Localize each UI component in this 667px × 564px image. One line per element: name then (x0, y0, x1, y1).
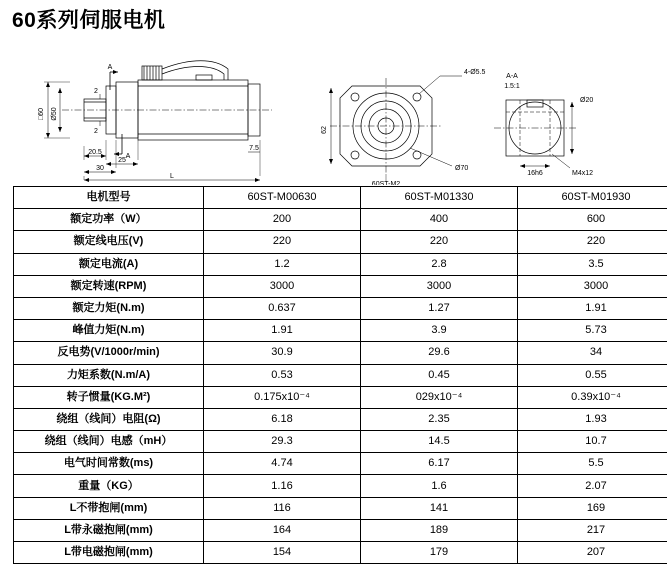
dim-L-label: L (170, 173, 174, 180)
row-value: 1.2 (204, 253, 361, 275)
row-label: L带永磁抱闸(mm) (14, 519, 204, 541)
table-row (14, 497, 667, 519)
row-label: 绕组（线间）电感（mH） (14, 431, 204, 453)
row-value: 0.53 (204, 364, 361, 386)
row-value: 217 (518, 519, 667, 541)
row-label: 额定功率（W） (14, 209, 204, 231)
row-value: 3000 (204, 275, 361, 297)
model-60st-m2-label: 60ST-M2 (372, 181, 401, 185)
row-value: 207 (518, 542, 667, 564)
row-value: 60ST-M00630 (204, 187, 361, 209)
row-value: 60ST-M01930 (518, 187, 667, 209)
section-mark-a-top: A (108, 64, 113, 71)
table-row (14, 475, 667, 497)
table-row (14, 453, 667, 475)
dim-205-label: 20.5 (88, 149, 102, 156)
row-value: 3.9 (361, 320, 518, 342)
dim-16h6-label: 16h6 (527, 170, 543, 177)
row-value: 2.07 (518, 475, 667, 497)
section-scale-label: 1.5:1 (504, 83, 520, 90)
row-label: L带电磁抱闸(mm) (14, 542, 204, 564)
table-row (14, 320, 667, 342)
row-label: 额定转速(RPM) (14, 275, 204, 297)
row-value: 2.35 (361, 408, 518, 430)
row-value: 0.637 (204, 297, 361, 319)
dim-2b-label: 2 (94, 128, 98, 135)
dim-4x55-label: 4-Ø5.5 (464, 69, 486, 76)
table-row (14, 275, 667, 297)
row-value: 30.9 (204, 342, 361, 364)
page-title: 60系列伺服电机 (12, 8, 165, 34)
dim-25-label: 25 (118, 157, 126, 164)
row-value: 3.5 (518, 253, 667, 275)
row-value: 0.175x10⁻⁴ (204, 386, 361, 408)
row-value: 1.27 (361, 297, 518, 319)
row-value: 164 (204, 519, 361, 541)
row-value: 0.39x10⁻⁴ (518, 386, 667, 408)
row-label: 额定线电压(V) (14, 231, 204, 253)
table-row (14, 209, 667, 231)
row-label: 绕组（线间）电阻(Ω) (14, 408, 204, 430)
row-value: 1.16 (204, 475, 361, 497)
table-row (14, 408, 667, 430)
row-value: 5.5 (518, 453, 667, 475)
table-row (14, 297, 667, 319)
table-row (14, 253, 667, 275)
spec-table-body (14, 187, 667, 564)
row-value: 1.91 (518, 297, 667, 319)
row-value: 1.6 (361, 475, 518, 497)
row-value: 29.6 (361, 342, 518, 364)
dim-30-label: 30 (96, 165, 104, 172)
row-value: 3000 (518, 275, 667, 297)
row-label: 峰值力矩(N.m) (14, 320, 204, 342)
row-value: 4.74 (204, 453, 361, 475)
row-value: 29.3 (204, 431, 361, 453)
row-label: 电气时间常数(ms) (14, 453, 204, 475)
row-value: 3000 (361, 275, 518, 297)
row-value: 2.8 (361, 253, 518, 275)
row-value: 10.7 (518, 431, 667, 453)
row-value: 029x10⁻⁴ (361, 386, 518, 408)
table-row (14, 364, 667, 386)
row-label: L不带抱闸(mm) (14, 497, 204, 519)
row-value: 600 (518, 209, 667, 231)
table-row (14, 431, 667, 453)
row-value: 1.93 (518, 408, 667, 430)
spec-table-container (13, 186, 654, 564)
row-value: 141 (361, 497, 518, 519)
row-label: 额定电流(A) (14, 253, 204, 275)
row-value: 60ST-M01330 (361, 187, 518, 209)
row-label: 反电势(V/1000r/min) (14, 342, 204, 364)
dim-60-label: □60 (38, 108, 45, 120)
row-value: 189 (361, 519, 518, 541)
row-value: 400 (361, 209, 518, 231)
row-value: 6.18 (204, 408, 361, 430)
dim-2a-label: 2 (94, 88, 98, 95)
row-value: 154 (204, 542, 361, 564)
row-label: 电机型号 (14, 187, 204, 209)
dim-75-label: 7.5 (249, 145, 259, 152)
row-value: 179 (361, 542, 518, 564)
section-aa-label: A-A (506, 73, 518, 80)
dim-50-label: Ø50 (51, 107, 58, 120)
row-value: 169 (518, 497, 667, 519)
row-label: 转子惯量(KG.M²) (14, 386, 204, 408)
table-row (14, 187, 667, 209)
section-mark-a-bottom: A (126, 153, 131, 160)
table-row (14, 542, 667, 564)
row-value: 220 (518, 231, 667, 253)
row-value: 220 (361, 231, 518, 253)
table-row (14, 231, 667, 253)
spec-table (13, 186, 667, 564)
row-value: 34 (518, 342, 667, 364)
row-label: 重量（KG） (14, 475, 204, 497)
table-row (14, 342, 667, 364)
row-value: 200 (204, 209, 361, 231)
row-value: 0.45 (361, 364, 518, 386)
row-value: 116 (204, 497, 361, 519)
row-value: 0.55 (518, 364, 667, 386)
row-value: 5.73 (518, 320, 667, 342)
technical-drawing (0, 42, 667, 185)
dim-62-label: 62 (321, 126, 328, 134)
drawing-svg (0, 42, 667, 185)
table-row (14, 519, 667, 541)
row-value: 220 (204, 231, 361, 253)
row-value: 1.91 (204, 320, 361, 342)
dim-m4x12-label: M4x12 (572, 170, 593, 177)
dim-70-label: Ø70 (455, 165, 468, 172)
row-label: 力矩系数(N.m/A) (14, 364, 204, 386)
dim-20-label: Ø20 (580, 97, 593, 104)
row-value: 14.5 (361, 431, 518, 453)
row-label: 额定力矩(N.m) (14, 297, 204, 319)
table-row (14, 386, 667, 408)
row-value: 6.17 (361, 453, 518, 475)
